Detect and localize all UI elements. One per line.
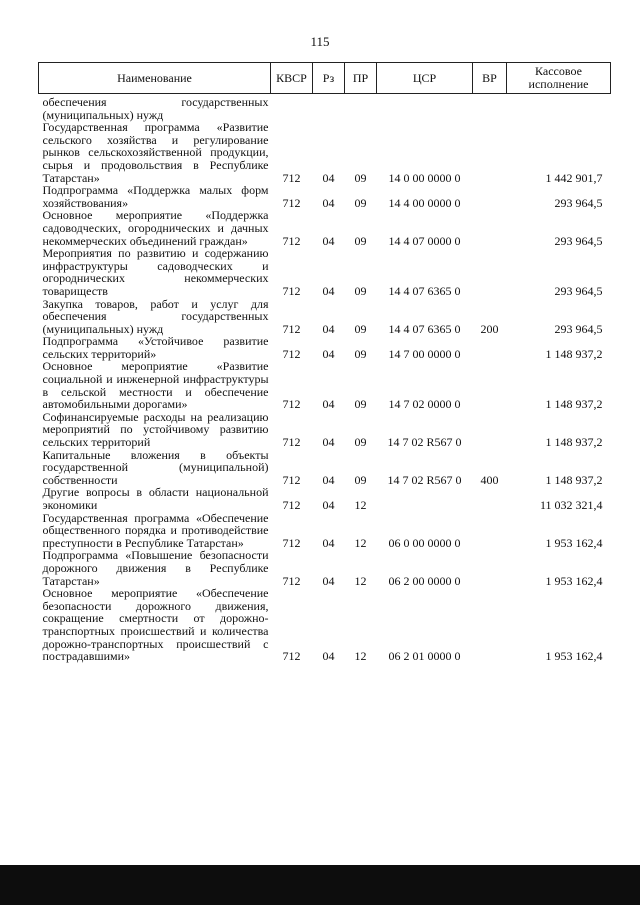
header-pr: ПР (345, 63, 377, 94)
cell-csr: 14 4 07 0000 0 (388, 233, 461, 248)
cell-amount: 1 148 937,2 (545, 472, 603, 487)
cell-rz: 04 (322, 535, 335, 550)
table-row (39, 411, 611, 449)
cell-rz: 04 (322, 649, 335, 664)
cell-amount: 1 148 937,2 (545, 397, 603, 412)
cell-vr (473, 335, 507, 360)
page-number: 115 (310, 34, 330, 49)
cell-amount: 293 964,5 (554, 321, 603, 336)
cell-kvsr: 712 (282, 233, 301, 248)
cell-pr: 09 (354, 472, 367, 487)
cell-vr (473, 512, 507, 550)
cell-vr: 200 (480, 321, 499, 336)
cell-name: Государственная программа «Развитие сельского хозяйства и регулирование рынков сельскохозяйственной продукции, сырья и продовольствия в Республике Татарстан» (42, 120, 269, 185)
cell-kvsr: 712 (282, 170, 301, 185)
cell-name: Капитальные вложения в объекты государственной (муниципальной) собственности (42, 447, 269, 487)
table-row (39, 335, 611, 360)
cell-name: Софинансируемые расходы на реализацию мероприятий по устойчивому развитию сельских территорий (42, 409, 269, 450)
cell-pr: 09 (354, 435, 367, 450)
cell-vr (473, 121, 507, 184)
cell-vr (473, 486, 507, 511)
cell-csr: 14 0 00 0000 0 (388, 170, 461, 185)
cell-csr: 14 4 00 0000 0 (388, 195, 461, 210)
header-kvsr: КВСР (271, 63, 313, 94)
cell-amount: 1 953 162,4 (545, 573, 603, 588)
table-row (39, 512, 611, 550)
cell-pr: 09 (354, 195, 367, 210)
cell-csr: 14 7 00 0000 0 (388, 346, 461, 361)
cell-pr: 12 (354, 573, 367, 588)
cell-pr: 09 (354, 170, 367, 185)
cell-vr (473, 247, 507, 297)
table-row (39, 209, 611, 247)
table-row (39, 247, 611, 297)
table-row (39, 449, 611, 487)
cell-kvsr: 712 (282, 435, 301, 450)
cell-name: обеспечения государственных (муниципальных) нужд (42, 95, 269, 122)
table-row (39, 360, 611, 410)
cell-name: Основное мероприятие «Развитие социальной и инженерной инфраструктуры в сельской местности и обеспечение автомобильными дорогами» (42, 359, 269, 412)
cell-vr: 400 (480, 472, 499, 487)
cell-name: Другие вопросы в области национальной экономики (42, 485, 269, 512)
cell-kvsr: 712 (282, 498, 301, 512)
table-row (39, 298, 611, 336)
cell-kvsr: 712 (282, 321, 301, 336)
scan-bottom-edge (0, 865, 640, 905)
cell-rz: 04 (322, 233, 335, 248)
cell-amount: 1 148 937,2 (545, 346, 603, 361)
header-amount: Кассовое исполнение (507, 63, 611, 94)
cell-csr: 14 4 07 6365 0 (388, 283, 461, 298)
cell-vr (473, 209, 507, 247)
cell-rz: 04 (322, 435, 335, 450)
cell-name: Мероприятия по развитию и содержанию инфраструктуры садоводческих и огороднических некоммерческих товариществ (42, 246, 269, 298)
header-name: Наименование (39, 63, 271, 94)
cell-rz: 04 (322, 498, 335, 512)
cell-name: Подпрограмма «Устойчивое развитие сельских территорий» (42, 334, 269, 361)
cell-amount: 1 953 162,4 (545, 649, 603, 664)
table-header (39, 63, 611, 94)
cell-amount: 1 442 901,7 (545, 170, 603, 185)
table-row (39, 549, 611, 587)
cell-kvsr: 712 (282, 195, 301, 210)
budget-table (38, 62, 611, 663)
cell-rz (313, 94, 345, 122)
cell-pr: 09 (354, 397, 367, 412)
cell-kvsr (271, 94, 313, 122)
cell-csr: 06 0 00 0000 0 (388, 535, 461, 550)
cell-csr (377, 94, 473, 122)
cell-rz: 04 (322, 283, 335, 298)
cell-name: Основное мероприятие «Обеспечение безопасности дорожного движения, сокращение смертности от дорожно-транспортных происшествий и количества дорожно-транспортных происшествий с пострадавшими» (42, 586, 269, 664)
cell-csr: 14 7 02 0000 0 (388, 397, 461, 412)
table-row (39, 486, 611, 511)
cell-csr: 06 2 00 0000 0 (388, 573, 461, 588)
cell-vr (473, 184, 507, 209)
cell-pr: 09 (354, 283, 367, 298)
cell-name: Подпрограмма «Поддержка малых форм хозяйствования» (42, 183, 269, 210)
cell-vr (473, 587, 507, 663)
cell-name: Основное мероприятие «Поддержка садоводческих, огороднических и дачных некоммерческих объединений граждан» (42, 208, 269, 248)
cell-csr: 14 4 07 6365 0 (388, 321, 461, 336)
cell-rz: 04 (322, 170, 335, 185)
cell-pr: 09 (354, 321, 367, 336)
cell-name: Государственная программа «Обеспечение общественного порядка и противодействие преступности в Республике Татарстан» (42, 510, 269, 550)
header-rz: Рз (313, 63, 345, 94)
cell-csr: 14 7 02 R567 0 (387, 472, 462, 487)
cell-rz: 04 (322, 472, 335, 487)
cell-amount: 11 032 321,4 (539, 498, 603, 512)
cell-csr (377, 486, 473, 511)
cell-vr (473, 360, 507, 410)
cell-amount (507, 94, 611, 122)
cell-name: Закупка товаров, работ и услуг для обеспечения государственных (муниципальных) нужд (42, 296, 269, 336)
cell-kvsr: 712 (282, 573, 301, 588)
cell-kvsr: 712 (282, 397, 301, 412)
cell-kvsr: 712 (282, 649, 301, 664)
table-body (39, 94, 611, 663)
cell-vr (473, 94, 507, 122)
cell-amount: 1 148 937,2 (545, 435, 603, 450)
cell-amount: 293 964,5 (554, 233, 603, 248)
cell-name: Подпрограмма «Повышение безопасности дорожного движения в Республике Татарстан» (42, 548, 269, 588)
table-row (39, 94, 611, 122)
table-row (39, 587, 611, 663)
cell-rz: 04 (322, 346, 335, 361)
cell-pr: 09 (354, 346, 367, 361)
header-csr: ЦСР (377, 63, 473, 94)
cell-rz: 04 (322, 397, 335, 412)
cell-pr (345, 94, 377, 122)
cell-pr: 12 (354, 535, 367, 550)
table-row (39, 184, 611, 209)
cell-amount: 293 964,5 (554, 283, 603, 298)
cell-amount: 1 953 162,4 (545, 535, 603, 550)
cell-pr: 12 (354, 498, 367, 512)
cell-vr (473, 411, 507, 449)
cell-rz: 04 (322, 195, 335, 210)
table-row (39, 121, 611, 184)
cell-amount: 293 964,5 (554, 195, 603, 210)
cell-kvsr: 712 (282, 283, 301, 298)
cell-kvsr: 712 (282, 346, 301, 361)
cell-pr: 12 (354, 649, 367, 664)
header-vr: ВР (473, 63, 507, 94)
cell-rz: 04 (322, 321, 335, 336)
cell-vr (473, 549, 507, 587)
cell-kvsr: 712 (282, 472, 301, 487)
cell-csr: 14 7 02 R567 0 (387, 435, 462, 450)
cell-csr: 06 2 01 0000 0 (388, 649, 461, 664)
cell-kvsr: 712 (282, 535, 301, 550)
cell-pr: 09 (354, 233, 367, 248)
cell-rz: 04 (322, 573, 335, 588)
